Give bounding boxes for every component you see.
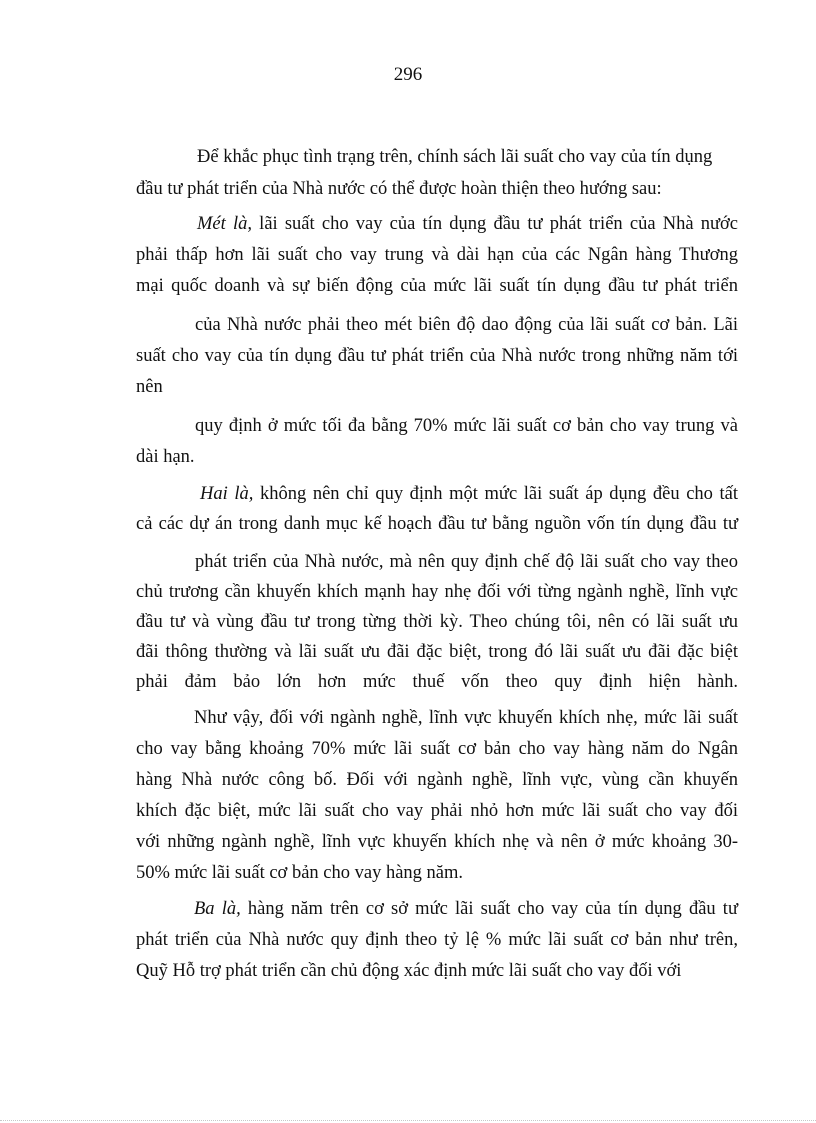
text-line: phải đảm bảo lớn hơn mức thuế vốn theo quy định hiện hành. [136, 672, 738, 692]
text-line: cho vay bằng khoảng 70% mức lãi suất cơ bản cho vay hàng năm do Ngân [136, 739, 738, 759]
text-line: phát triển của Nhà nước quy định theo tỷ lệ % mức lãi suất cơ bản như trên, [136, 930, 738, 950]
text-line: nên [136, 377, 163, 397]
text-line: dài hạn. [136, 447, 195, 467]
text-line: đãi thông thường và lãi suất ưu đãi đặc biệt, trong đó lãi suất ưu đãi đặc biệt [136, 642, 738, 662]
text-line: quy định ở mức tối đa bằng 70% mức lãi suất cơ bản cho vay trung và [195, 416, 738, 436]
page-number: 296 [393, 64, 423, 85]
text-line: đầu tư và vùng đầu tư trong từng thời kỳ. Theo chúng tôi, nên có lãi suất ưu [136, 612, 738, 632]
item-label: Hai là, [200, 484, 254, 504]
text-line: hàng Nhà nước công bố. Đối với ngành nghề, lĩnh vực, vùng cần khuyến [136, 770, 738, 790]
item-label: Ba là, [194, 899, 241, 919]
line-text: không nên chỉ quy định một mức lãi suất áp dụng đều cho tất [253, 484, 739, 504]
line-text: lãi suất cho vay của tín dụng đầu tư phát triển của Nhà nước [251, 214, 739, 234]
text-line [200, 482, 738, 506]
text-line: Để khắc phục tình trạng trên, chính sách lãi suất cho vay của tín dụng [197, 147, 713, 167]
text-line: cả các dự án trong danh mục kế hoạch đầu tư bằng nguồn vốn tín dụng đầu tư [136, 514, 738, 534]
text-line: Quỹ Hỗ trợ phát triển cần chủ động xác định mức lãi suất cho vay đối với [136, 961, 682, 981]
text-line [194, 897, 738, 921]
text-line: phải thấp hơn lãi suất cho vay trung và dài hạn của các Ngân hàng Thương [136, 245, 738, 265]
text-line: của Nhà nước phải theo mét biên độ dao động của lãi suất cơ bản. Lãi [195, 315, 738, 335]
text-line: mại quốc doanh và sự biến động của mức lãi suất tín dụng đầu tư phát triển [136, 276, 738, 296]
footer-divider [0, 1120, 816, 1121]
line-text: hàng năm trên cơ sở mức lãi suất cho vay của tín dụng đầu tư [240, 899, 738, 919]
text-line: khích đặc biệt, mức lãi suất cho vay phải nhỏ hơn mức lãi suất cho vay đối [136, 801, 738, 821]
item-label: Mét là, [197, 214, 252, 234]
text-line: phát triển của Nhà nước, mà nên quy định chế độ lãi suất cho vay theo [195, 552, 738, 572]
text-line: suất cho vay của tín dụng đầu tư phát triển của Nhà nước trong những năm tới [136, 346, 738, 366]
text-line [197, 212, 738, 236]
text-line: Như vậy, đối với ngành nghề, lĩnh vực khuyến khích nhẹ, mức lãi suất [194, 708, 738, 728]
text-line: chủ trương cần khuyến khích mạnh hay nhẹ đối với từng ngành nghề, lĩnh vực [136, 582, 738, 602]
text-line: 50% mức lãi suất cơ bản cho vay hàng năm. [136, 863, 464, 883]
text-line: với những ngành nghề, lĩnh vực khuyến khích nhẹ và nên ở mức khoảng 30- [136, 832, 738, 852]
text-line: đầu tư phát triển của Nhà nước có thể được hoàn thiện theo hướng sau: [136, 179, 662, 199]
